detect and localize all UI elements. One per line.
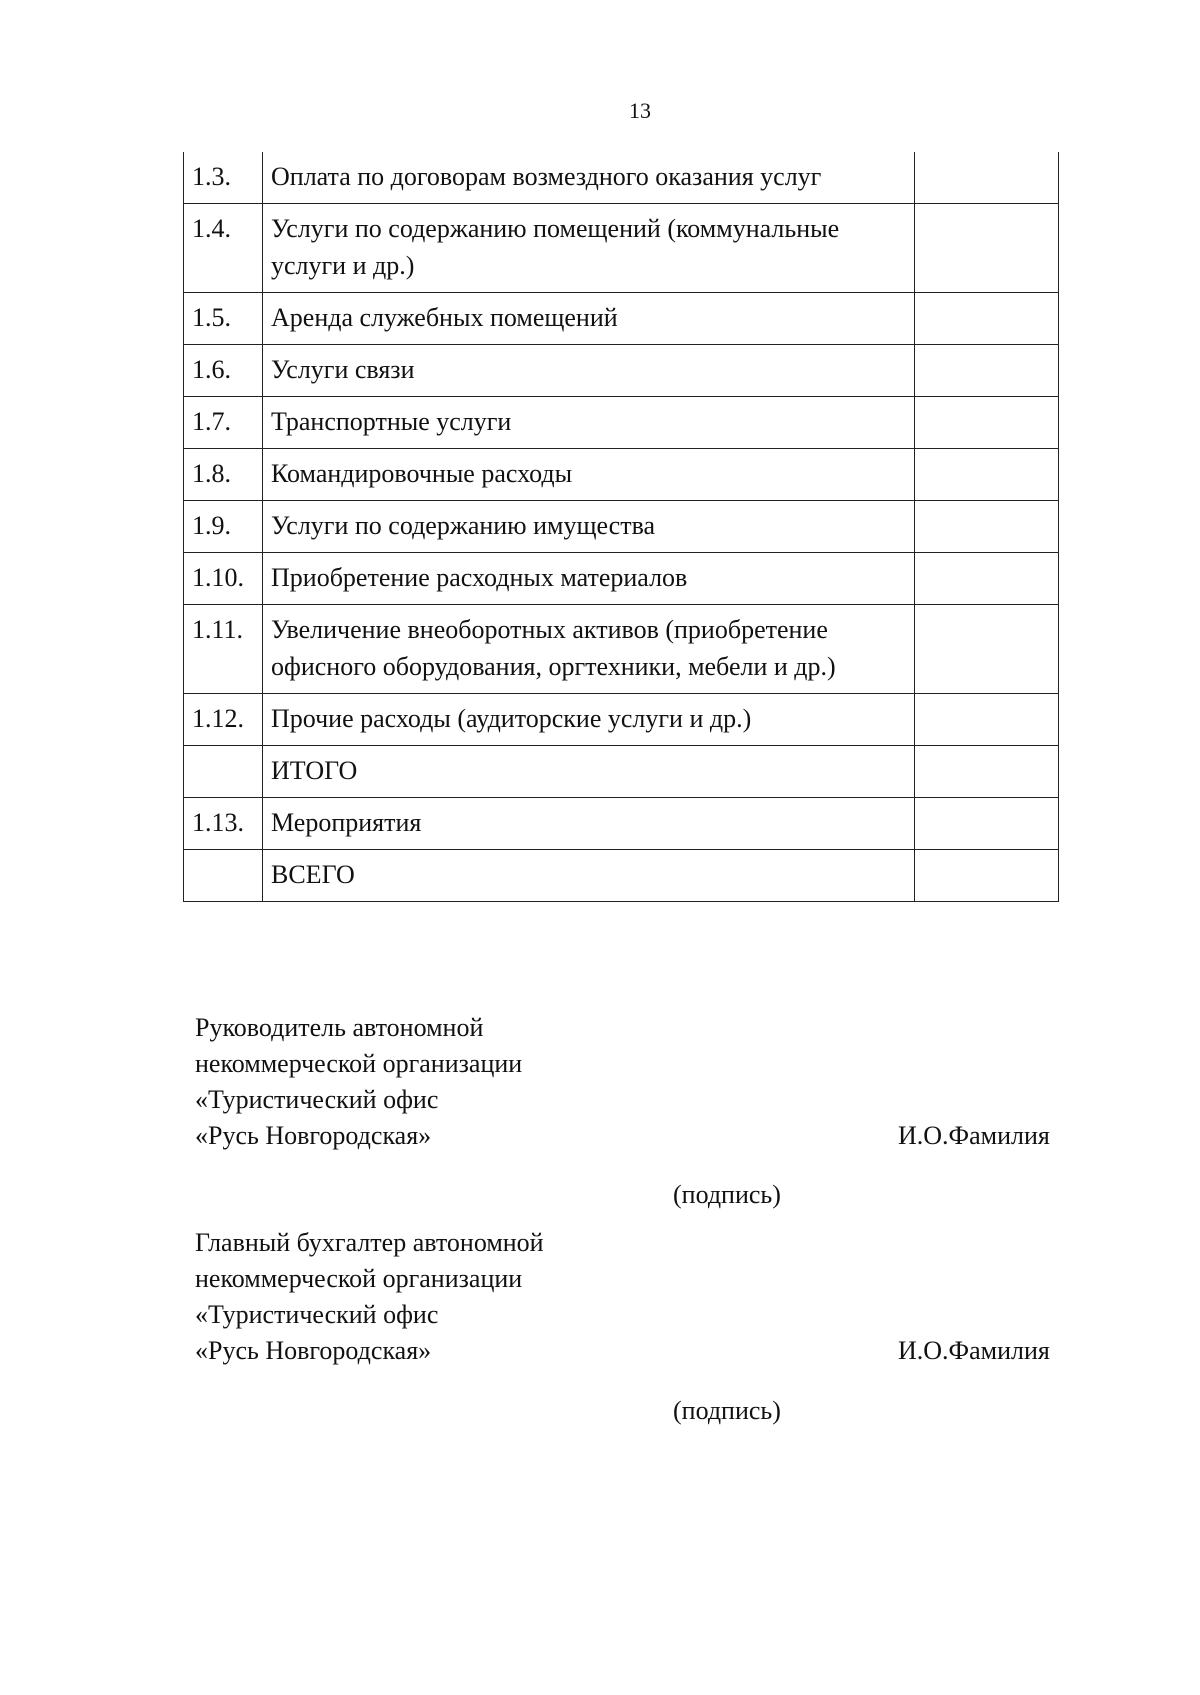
row-number-cell: 1.6. bbox=[184, 345, 263, 397]
table-row bbox=[184, 694, 1059, 746]
row-value-cell bbox=[915, 501, 1059, 553]
row-value-cell bbox=[915, 850, 1059, 902]
accountant-title-line-1: Главный бухгалтер автономной bbox=[195, 1228, 544, 1257]
row-value-cell bbox=[915, 152, 1059, 204]
row-number-cell: 1.8. bbox=[184, 449, 263, 501]
row-number-cell: 1.10. bbox=[184, 553, 263, 605]
row-number-cell: 1.13. bbox=[184, 798, 263, 850]
table-row bbox=[184, 553, 1059, 605]
row-number-cell: 1.4. bbox=[184, 204, 263, 293]
row-number-cell: 1.12. bbox=[184, 694, 263, 746]
table-row bbox=[184, 449, 1059, 501]
row-value-cell bbox=[915, 397, 1059, 449]
row-value-cell bbox=[915, 204, 1059, 293]
director-signature-caption: (подпись) bbox=[673, 1180, 781, 1209]
accountant-signature-block bbox=[195, 1225, 544, 1369]
row-value-cell bbox=[915, 746, 1059, 798]
row-description-cell: ВСЕГО bbox=[263, 850, 915, 902]
row-description-cell: Аренда служебных помещений bbox=[263, 293, 915, 345]
row-number-cell bbox=[184, 850, 263, 902]
table-row bbox=[184, 850, 1059, 902]
row-description-cell: Услуги связи bbox=[263, 345, 915, 397]
row-value-cell bbox=[915, 694, 1059, 746]
expense-table-grid bbox=[183, 152, 1059, 902]
accountant-title-line-3: «Туристический офис bbox=[195, 1300, 439, 1329]
row-description-cell: Мероприятия bbox=[263, 798, 915, 850]
row-value-cell bbox=[915, 345, 1059, 397]
row-value-cell bbox=[915, 798, 1059, 850]
row-description-cell: Увеличение внеоборотных активов (приобретение офисного оборудования, оргтехники, мебели и др.) bbox=[263, 605, 915, 694]
table-row bbox=[184, 501, 1059, 553]
row-description-cell: Оплата по договорам возмездного оказания услуг bbox=[263, 152, 915, 204]
row-number-cell: 1.9. bbox=[184, 501, 263, 553]
table-row bbox=[184, 397, 1059, 449]
row-description-cell: Командировочные расходы bbox=[263, 449, 915, 501]
row-description-cell: Услуги по содержанию помещений (коммунальные услуги и др.) bbox=[263, 204, 915, 293]
page-number: 13 bbox=[629, 98, 651, 123]
table-row bbox=[184, 746, 1059, 798]
director-signature-block bbox=[195, 1010, 522, 1154]
table-row bbox=[184, 152, 1059, 204]
table-row bbox=[184, 204, 1059, 293]
row-description-cell: Прочие расходы (аудиторские услуги и др.) bbox=[263, 694, 915, 746]
row-description-cell: Приобретение расходных материалов bbox=[263, 553, 915, 605]
expense-table bbox=[183, 152, 1059, 902]
row-value-cell bbox=[915, 293, 1059, 345]
row-value-cell bbox=[915, 553, 1059, 605]
row-number-cell bbox=[184, 746, 263, 798]
director-title-line-4: «Русь Новгородская» bbox=[195, 1121, 432, 1150]
accountant-name: И.О.Фамилия bbox=[898, 1336, 1050, 1365]
table-row bbox=[184, 605, 1059, 694]
table-row bbox=[184, 345, 1059, 397]
accountant-title-line-2: некоммерческой организации bbox=[195, 1264, 523, 1293]
director-title-line-3: «Туристический офис bbox=[195, 1085, 439, 1114]
row-description-cell: Транспортные услуги bbox=[263, 397, 915, 449]
row-number-cell: 1.11. bbox=[184, 605, 263, 694]
table-row bbox=[184, 293, 1059, 345]
row-value-cell bbox=[915, 449, 1059, 501]
row-description-cell: ИТОГО bbox=[263, 746, 915, 798]
table-row bbox=[184, 798, 1059, 850]
director-title-line-2: некоммерческой организации bbox=[195, 1049, 523, 1078]
accountant-title-line-4: «Русь Новгородская» bbox=[195, 1336, 432, 1365]
row-number-cell: 1.3. bbox=[184, 152, 263, 204]
director-title-line-1: Руководитель автономной bbox=[195, 1013, 484, 1042]
accountant-signature-caption: (подпись) bbox=[673, 1396, 781, 1425]
row-description-cell: Услуги по содержанию имущества bbox=[263, 501, 915, 553]
row-value-cell bbox=[915, 605, 1059, 694]
director-name: И.О.Фамилия bbox=[898, 1121, 1050, 1150]
row-number-cell: 1.5. bbox=[184, 293, 263, 345]
row-number-cell: 1.7. bbox=[184, 397, 263, 449]
